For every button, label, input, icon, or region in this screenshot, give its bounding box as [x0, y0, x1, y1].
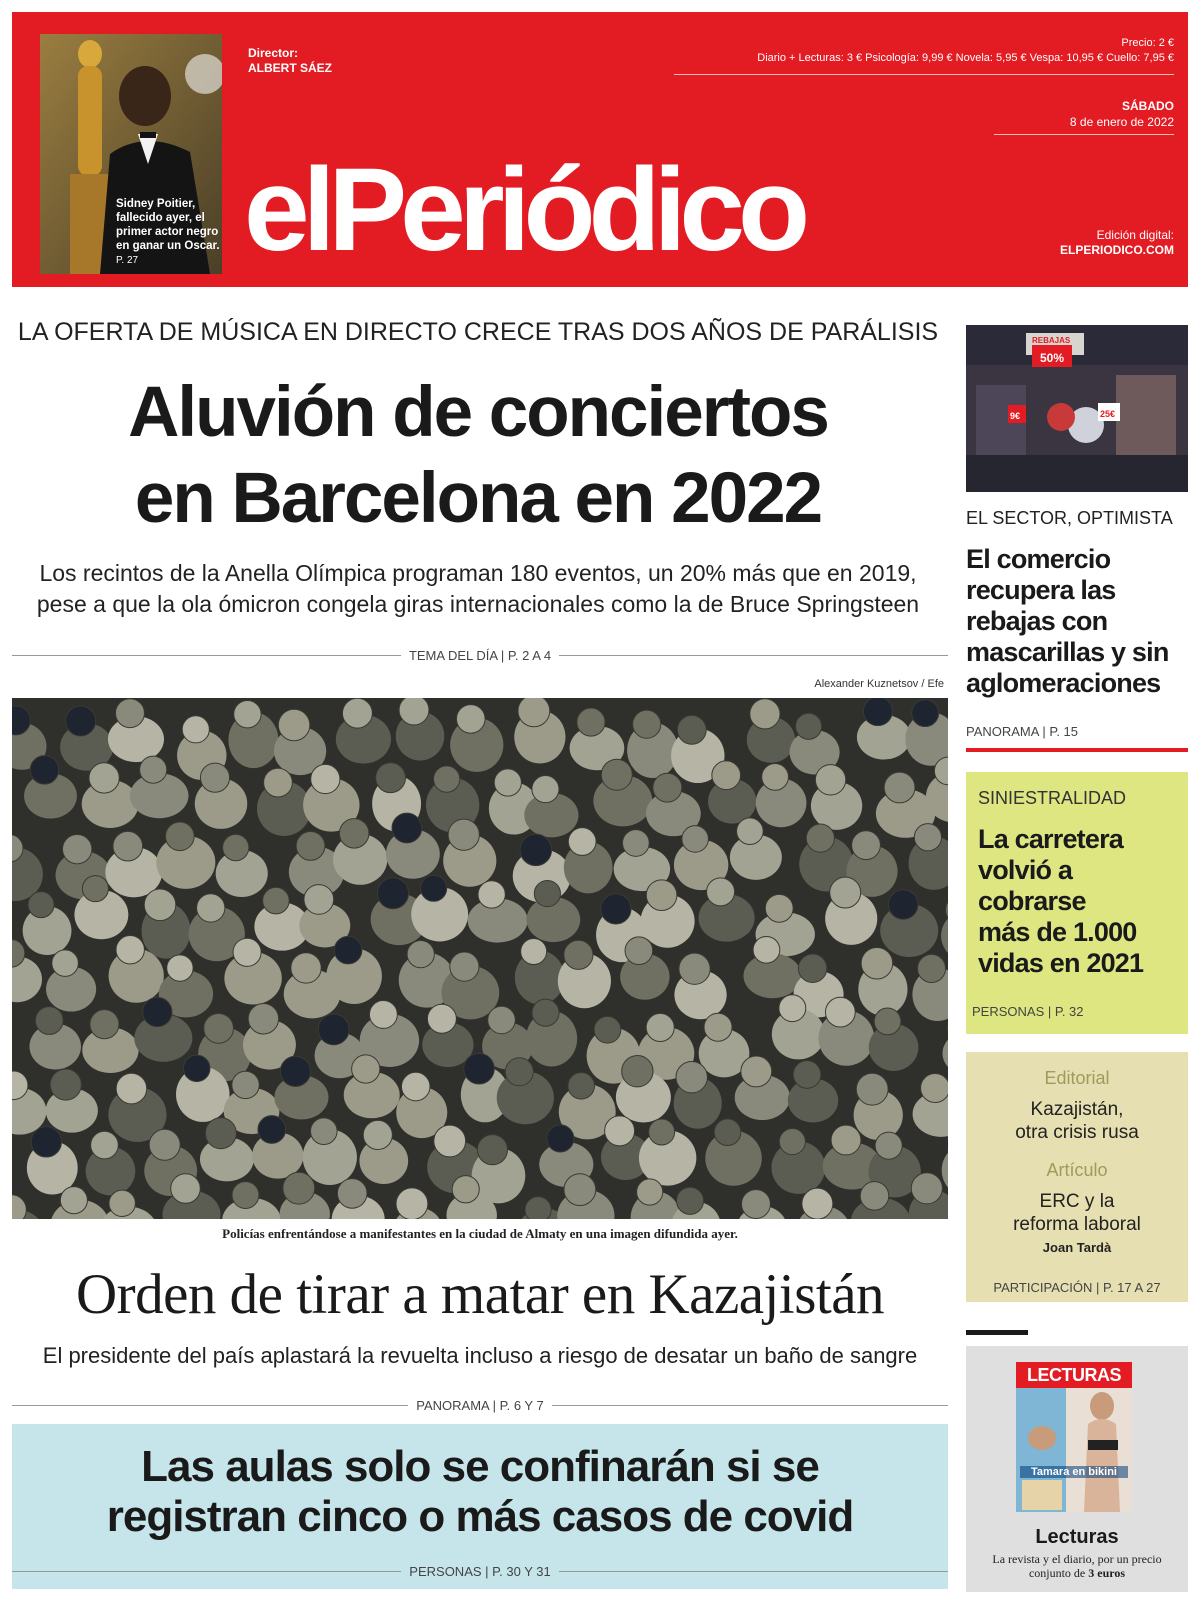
sidebar-headline-line: aglomeraciones [966, 668, 1161, 698]
promo-name: Lecturas [1035, 1526, 1119, 1548]
lead-section-ref[interactable]: TEMA DEL DÍA | P. 2 A 4 [408, 647, 552, 663]
rule-left [12, 1405, 408, 1406]
article-author: Joan Tardà [1042, 1240, 1112, 1255]
red-divider [966, 748, 1188, 752]
article-label: Artículo [1046, 1160, 1108, 1180]
rule-left [12, 1571, 401, 1572]
opinion-section-ref[interactable]: PARTICIPACIÓN | P. 17 A 27 [993, 1280, 1161, 1295]
obituary-photo[interactable] [40, 34, 222, 274]
director-block [248, 46, 332, 76]
third-headline [12, 1442, 948, 1542]
black-divider [966, 1330, 1028, 1335]
sidebar-headline-line: recupera las [966, 575, 1116, 605]
green-headline-line: más de 1.000 [978, 917, 1137, 947]
editorial-label: Editorial [1044, 1068, 1110, 1088]
editorial-title-line2: otra crisis rusa [1015, 1122, 1139, 1143]
magazine-cover-line: Tamara en bikini [1020, 1466, 1128, 1478]
main-photo[interactable] [12, 698, 948, 1219]
promo-desc-line2: conjunto de [1028, 1566, 1086, 1580]
obituary-caption [116, 197, 222, 268]
road-deaths-box[interactable] [966, 772, 1188, 1034]
price-block [674, 36, 1174, 83]
lead-subhead-line2: pese a que la ola ómicron congela giras internacionales como la de Bruce Springsteen [36, 591, 920, 617]
covid-story-box[interactable] [12, 1424, 948, 1589]
date-divider [994, 134, 1174, 135]
third-section-ref[interactable]: PERSONAS | P. 30 Y 31 [409, 1563, 551, 1579]
lead-headline[interactable] [12, 370, 944, 542]
lecturas-promo[interactable] [966, 1346, 1188, 1592]
article-title-line2: reforma laboral [1013, 1214, 1141, 1235]
magazine-cover [1016, 1362, 1132, 1512]
edition-url[interactable]: ELPERIODICO.COM [1059, 243, 1174, 257]
shopping-photo[interactable] [966, 325, 1188, 492]
sign-percent: 50% [1040, 351, 1065, 365]
green-kicker: SINIESTRALIDAD [978, 788, 1127, 808]
magazine-masthead: LECTURAS [1016, 1362, 1132, 1388]
sidebar-headline[interactable] [966, 544, 1192, 699]
promo-description [966, 1552, 1188, 1580]
lead-subhead-line1: Los recintos de la Anella Olímpica programan 180 eventos, un 20% más que en 2019, [39, 560, 917, 586]
sign-rebajas: REBAJAS [1032, 336, 1071, 345]
sales-store-image [966, 325, 1188, 492]
rule-left [12, 655, 401, 656]
rule-right [552, 1405, 948, 1406]
sign-price-25: 25€ [1100, 409, 1116, 419]
sidebar-kicker: EL SECTOR, OPTIMISTA [966, 508, 1173, 528]
digital-edition[interactable] [1060, 228, 1174, 258]
date-block [994, 98, 1174, 135]
obituary-caption-text: Sidney Poitier, fallecido ayer, el primer actor negro en ganar un Oscar. [116, 198, 220, 252]
lead-headline-line2: en Barcelona en 2022 [134, 459, 822, 538]
director-name: ALBERT SÁEZ [248, 61, 332, 75]
green-headline-line: volvió a [978, 855, 1073, 885]
second-section-line [12, 1398, 948, 1412]
price-divider [674, 74, 1174, 75]
third-headline-line1: Las aulas solo se confinarán si se [141, 1442, 819, 1491]
photo-caption: Policías enfrentándose a manifestantes en la ciudad de Almaty en una imagen difundida ayer. [222, 1226, 738, 1241]
bundle-prices: Diario + Lecturas: 3 € Psicología: 9,99 € Novela: 5,95 € Vespa: 10,95 € Cuello: 7,95 € [757, 52, 1174, 64]
article-title[interactable] [966, 1190, 1188, 1236]
rule-right [559, 1571, 948, 1572]
promo-price: 3 euros [1088, 1566, 1126, 1580]
third-headline-line2: registran cinco o más casos de covid [106, 1492, 854, 1541]
editorial-title[interactable] [966, 1098, 1188, 1144]
director-label: Director: [248, 46, 299, 60]
editorial-title-line1: Kazajistán, [1030, 1099, 1124, 1120]
newspaper-logo[interactable]: elPeriódico [244, 144, 804, 276]
weekday: SÁBADO [1121, 99, 1174, 113]
masthead [12, 12, 1188, 287]
second-subhead: El presidente del país aplastará la revuelta incluso a riesgo de desatar un baño de sangre [42, 1343, 918, 1368]
lead-headline-line1: Aluvión de conciertos [128, 373, 828, 452]
price: Precio: 2 € [1121, 37, 1174, 49]
edition-label: Edición digital: [1096, 228, 1174, 242]
green-headline-line: La carretera [978, 824, 1124, 854]
lead-subhead [12, 558, 944, 620]
issue-date: 8 de enero de 2022 [1069, 115, 1174, 129]
lead-kicker: LA OFERTA DE MÚSICA EN DIRECTO CRECE TRAS DOS AÑOS DE PARÁLISIS [17, 318, 939, 346]
green-headline-line: vidas en 2021 [978, 948, 1144, 978]
green-headline [978, 824, 1178, 979]
second-section-ref[interactable]: PANORAMA | P. 6 Y 7 [416, 1397, 544, 1413]
green-section-ref[interactable]: PERSONAS | P. 32 [972, 1004, 1084, 1019]
sidebar-section-ref[interactable]: PANORAMA | P. 15 [966, 724, 1078, 739]
green-headline-line: cobrarse [978, 886, 1086, 916]
third-section-line [12, 1564, 948, 1578]
sign-price-9: 9€ [1010, 411, 1021, 421]
obituary-caption-page: P. 27 [116, 255, 139, 266]
rule-right [559, 655, 948, 656]
photo-credit: Alexander Kuznetsov / Efe [814, 678, 944, 690]
second-headline[interactable]: Orden de tirar a matar en Kazajistán [75, 1263, 885, 1326]
article-title-line1: ERC y la [1039, 1191, 1115, 1212]
sidebar-headline-line: El comercio [966, 544, 1111, 574]
lead-section-line [12, 648, 948, 662]
riot-police-image [12, 698, 948, 1219]
sidebar-headline-line: mascarillas y sin [966, 637, 1169, 667]
opinion-box [966, 1052, 1188, 1302]
sidebar-headline-line: rebajas con [966, 606, 1108, 636]
promo-desc-line1: La revista y el diario, por un precio [992, 1552, 1162, 1566]
